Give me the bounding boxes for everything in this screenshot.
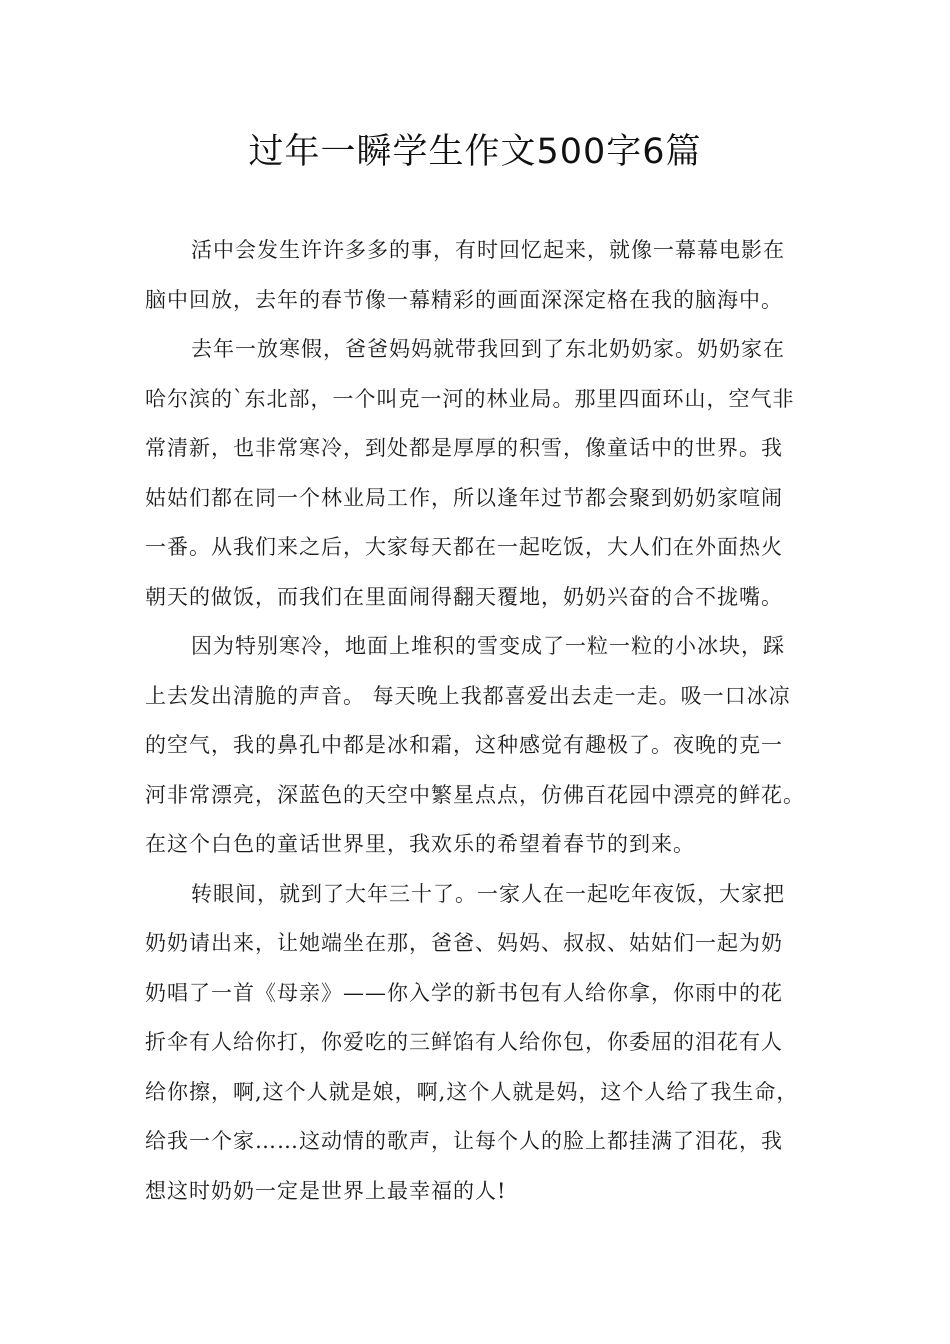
text-line: 转眼间，就到了大年三十了。一家人在一起吃年夜饭，大家把	[191, 881, 785, 906]
document-body	[145, 226, 825, 1216]
text-line: 一番。从我们来之后，大家每天都在一起吃饭，大人们在外面热火	[145, 535, 783, 559]
text-line: 奶奶请出来，让她端坐在那，爸爸、妈妈、叔叔、姑姑们一起为奶	[145, 931, 783, 955]
text-line: 给你擦，啊,这个人就是娘，啊,这个人就是妈，这个人给了我生命，	[145, 1079, 799, 1104]
text-line: 去年一放寒假，爸爸妈妈就带我回到了东北奶奶家。奶奶家在	[191, 337, 785, 361]
text-line: 奶唱了一首《母亲》——你入学的新书包有人给你拿，你雨中的花	[145, 980, 783, 1005]
text-line: 想这时奶奶一定是世界上最幸福的人!	[145, 1178, 507, 1203]
text-line: 因为特别寒冷，地面上堆积的雪变成了一粒一粒的小冰块，踩	[191, 634, 785, 658]
text-line: 常清新，也非常寒冷，到处都是厚厚的积雪，像童话中的世界。我	[145, 436, 783, 460]
paragraph-4	[145, 870, 825, 1217]
paragraph-3	[145, 622, 825, 870]
text-line: 的空气，我的鼻孔中都是冰和霜，这种感觉有趣极了。夜晚的克一	[145, 733, 783, 757]
text-line: 朝天的做饭，而我们在里面闹得翻天覆地，奶奶兴奋的合不拢嘴。	[145, 584, 783, 609]
text-line: 活中会发生许许多多的事，有时回忆起来，就像一幕幕电影在	[191, 238, 785, 262]
document-title: 过年一瞬学生作文500字6篇	[248, 132, 702, 172]
text-line: 姑姑们都在同一个林业局工作，所以逢年过节都会聚到奶奶家喧闹	[145, 485, 783, 510]
text-line: 河非常漂亮，深蓝色的天空中繁星点点，仿佛百花园中漂亮的鲜花。	[145, 782, 805, 807]
text-line: 脑中回放，去年的春节像一幕精彩的画面深深定格在我的脑海中。	[145, 287, 783, 312]
text-line: 在这个白色的童话世界里，我欢乐的希望着春节的到来。	[145, 832, 695, 856]
text-line: 给我一个家……这动情的歌声，让每个人的脸上都挂满了泪花，我	[145, 1129, 783, 1153]
text-line: 折伞有人给你打，你爱吃的三鲜馅有人给你包，你委屈的泪花有人	[145, 1030, 783, 1054]
text-line: 上去发出清脆的声音。 每天晚上我都喜爱出去走一走。吸一口冰凉	[145, 683, 791, 708]
text-line: 哈尔滨的`东北部，一个叫克一河的林业局。那里四面环山，空气非	[145, 386, 795, 411]
paragraph-1	[145, 226, 825, 325]
paragraph-2	[145, 325, 825, 622]
